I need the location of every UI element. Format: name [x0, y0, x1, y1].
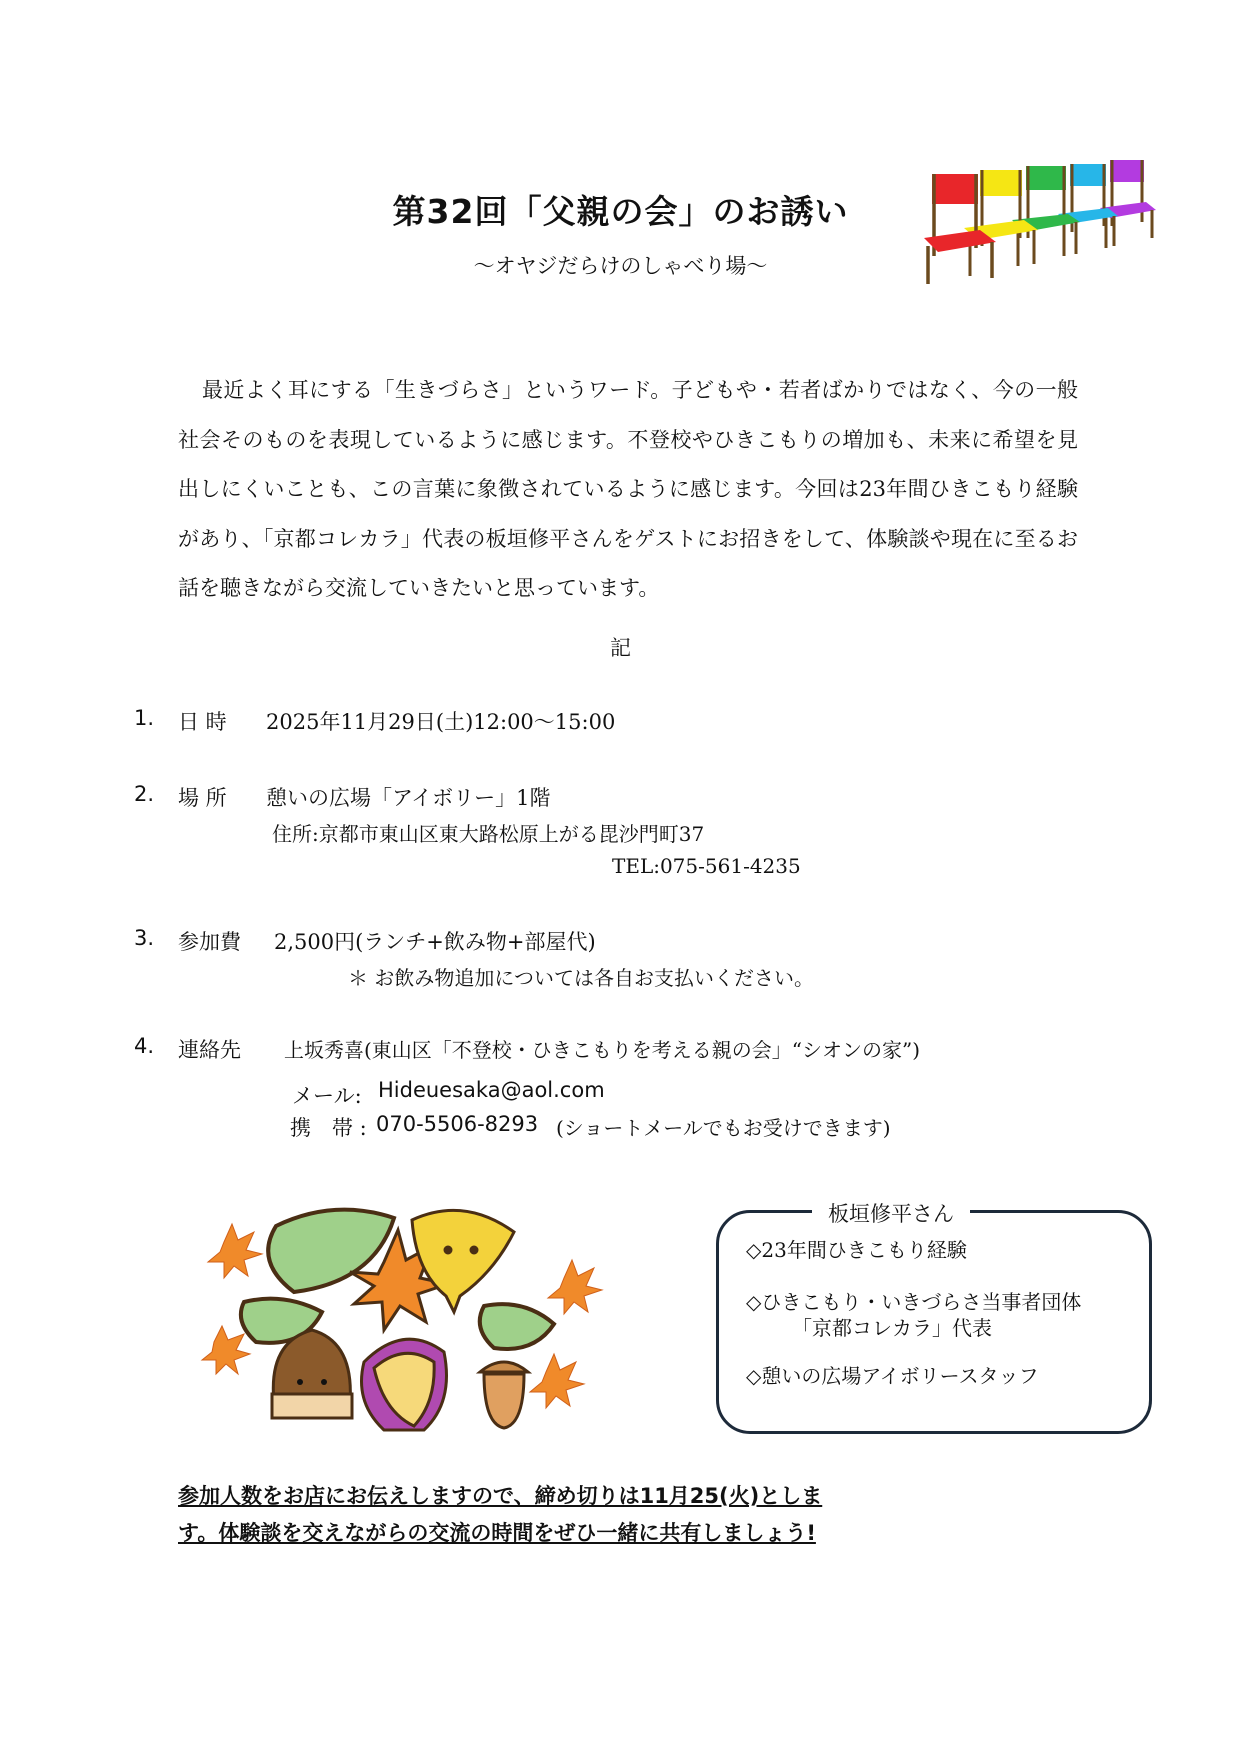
item-3-value: 2,500円(ランチ+飲み物+部屋代) — [274, 930, 596, 954]
item-4-label: 連絡先 — [178, 1038, 241, 1062]
chair-cyan — [1058, 164, 1118, 256]
guest-profile-title: 板垣修平さん — [812, 1198, 970, 1228]
ginkgo-leaf-icon — [412, 1210, 514, 1312]
deadline-line-1: 参加人数をお店にお伝えしますので、締め切りは11月25(火)としま — [178, 1484, 823, 1508]
item-3-label: 参加費 — [178, 930, 241, 954]
item-4-value: 上坂秀喜(東山区「不登校・ひきこもりを考える親の会」“シオンの家”) — [284, 1038, 921, 1062]
chair-green — [1012, 166, 1080, 266]
item-3-note: ＊ お飲み物追加については各自お支払いください。 — [348, 966, 814, 990]
item-2-tel: TEL:075-561-4235 — [612, 854, 801, 878]
intro-text: 最近よく耳にする「生きづらさ」というワード。子どもや・若者ばかりではなく、今の一般社会そのものを表現しているように感じます。不登校やひきこもりの増加も、未来に希望を見出しにくいことも、この言葉に象徴されているように感じます。今回は23年間ひきこもり経験があり、「京都コレカラ」代表の板垣修平さんをゲストにお招きをして、体験談や現在に至るお話を聴きながら交流していきたいと思っています。 — [178, 378, 1078, 600]
profile-line-1: ◇23年間ひきこもり経験 — [746, 1238, 967, 1262]
autumn-leaves-illustration — [184, 1202, 604, 1432]
item-2-address: 住所:京都市東山区東大路松原上がる毘沙門町37 — [272, 822, 705, 846]
item-3-number: 3. — [134, 926, 155, 950]
page-title: 第32回「父親の会」のお誘い — [392, 192, 849, 231]
ki-heading: 記 — [610, 636, 631, 660]
item-4-phone: 070-5506-8293 — [376, 1112, 539, 1136]
item-1-label: 日 時 — [178, 710, 227, 734]
item-2-label: 場 所 — [178, 786, 227, 810]
item-4-mail-label: メール: — [292, 1084, 362, 1108]
acorn-icon — [480, 1362, 528, 1428]
profile-line-2: ◇ひきこもり・いきづらさ当事者団体 — [746, 1290, 1082, 1314]
colored-chairs-illustration — [920, 152, 1160, 288]
item-4-phone-label: 携 帯 : — [290, 1116, 367, 1140]
item-2-value: 憩いの広場「アイボリー」1階 — [266, 786, 551, 810]
item-4-number: 4. — [134, 1034, 155, 1058]
item-1-value: 2025年11月29日(土)12:00〜15:00 — [266, 710, 616, 734]
item-4-mail[interactable]: Hideuesaka@aol.com — [378, 1078, 605, 1102]
profile-line-3: 「京都コレカラ」代表 — [792, 1316, 992, 1340]
deadline-line-2: す。体験談を交えながらの交流の時間をぜひ一緒に共有しましょう! — [178, 1521, 816, 1545]
deadline-note — [178, 1478, 918, 1552]
page-subtitle: 〜オヤジだらけのしゃべり場〜 — [473, 254, 768, 278]
item-2-number: 2. — [134, 782, 155, 806]
sweet-potato-icon — [362, 1339, 447, 1430]
intro-paragraph — [178, 366, 1078, 614]
chair-purple — [1100, 160, 1156, 248]
item-1-number: 1. — [134, 706, 155, 730]
profile-line-4: ◇憩いの広場アイボリースタッフ — [746, 1364, 1039, 1388]
item-4-phone-note: (ショートメールでもお受けできます) — [556, 1116, 891, 1140]
